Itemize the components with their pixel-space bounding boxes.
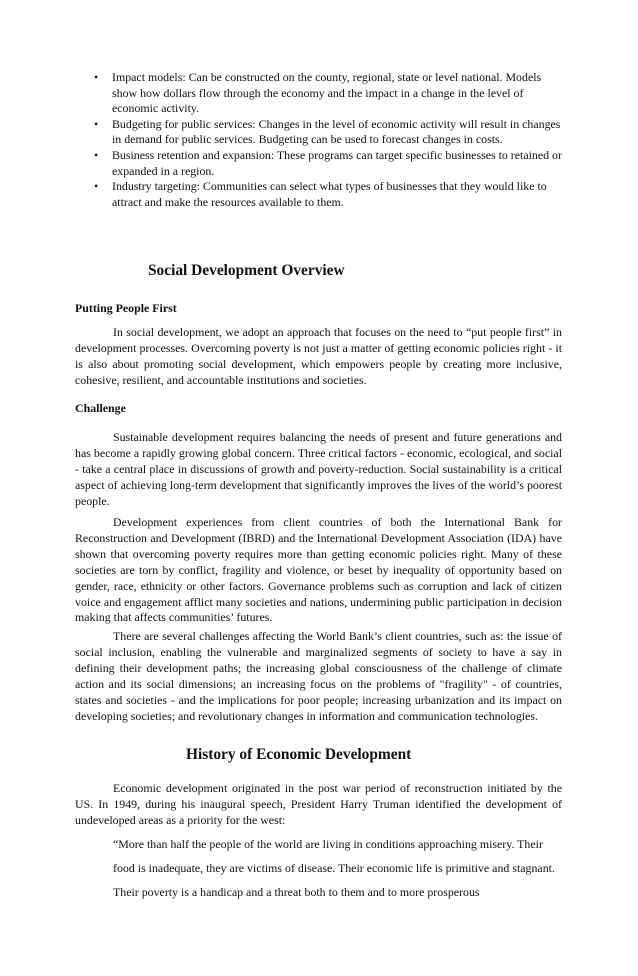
social-development-heading: Social Development Overview [148,262,345,279]
list-item [92,70,562,117]
bullet-icon: • [94,70,99,84]
list-item [92,148,562,179]
list-item-text: Impact models: Can be constructed on the county, regional, state or level national. Models show how dollars flow through the economy and the impact in a change in the level of economic activity. [112,70,542,116]
challenge-paragraph: Development experiences from client countries of both the International Bank for Reconstruction and Development (IBRD) and the International Development Association (IDA) have shown that overcoming poverty requires more than getting economic policies right. Many of these societies are torn by conflict, fragility and violence, or beset by inequality of opportunity based on gender, race, ethnicity or other factors. Governance problems such as corruption and lack of citizen voice and engagement afflict many societies and nations, undermining public participation in decision making that affects communities’ futures. [75,515,562,625]
list-item [92,117,562,148]
history-heading: History of Economic Development [186,746,412,763]
bullet-list [92,70,562,210]
bullet-icon: • [94,116,99,131]
history-paragraph: Economic development originated in the post war period of reconstruction initiated by the US. In 1949, during his inaugural speech, President Harry Truman identified the development of undeveloped areas as a priority for the west: [75,781,562,827]
putting-people-first-paragraph: In social development, we adopt an approach that focuses on the need to “put people first” in development processes. Overcoming poverty is not just a matter of getting economic policies right - it is also about promoting social development, which empowers people by creating more inclusive, cohesive, resilient, and accountable institutions and societies. [75,325,562,387]
challenge-paragraph: Sustainable development requires balancing the needs of present and future generations and has become a rapidly growing global concern. Three critical factors - economic, ecological, and social - take a central place in discussions of growth and poverty-reduction. Social sustainability is a critical aspect of achieving long-term development that significantly improves the lives of the world’s poorest people. [75,430,562,508]
list-item [92,179,562,210]
list-item-text: Industry targeting: Communities can select what types of businesses that they would like to attract and make the resources available to them. [112,179,547,209]
list-item-text: Budgeting for public services: Changes in the level of economic activity will result in changes in demand for public services. Budgeting can be used to forecast changes in costs. [112,116,561,147]
challenge-paragraph: There are several challenges affecting the World Bank’s client countries, such as: the issue of social inclusion, enabling the vulnerable and marginalized segments of society to have a say in defining their development paths; the increasing global consciousness of the challenge of climate action and its social dimensions; an increasing focus on the problems of "fragility" - of countries, states and societies - and the implications for poor people; increasing urbanization and its impact on developing societies; and revolutionary changes in information and communication technologies. [75,629,562,723]
list-item-text: Business retention and expansion: These programs can target specific businesses to retained or expanded in a region. [112,147,562,178]
truman-quote: “More than half the people of the world are living in conditions approaching misery. Their food is inadequate, they are victims of disease. Their economic life is primitive and stagnant. Their poverty is a handicap and a threat both to them and to more prosperous [113,837,555,899]
challenge-heading: Challenge [75,401,126,415]
putting-people-first-heading: Putting People First [75,301,177,315]
bullet-icon: • [94,179,99,194]
bullet-icon: • [94,147,99,162]
